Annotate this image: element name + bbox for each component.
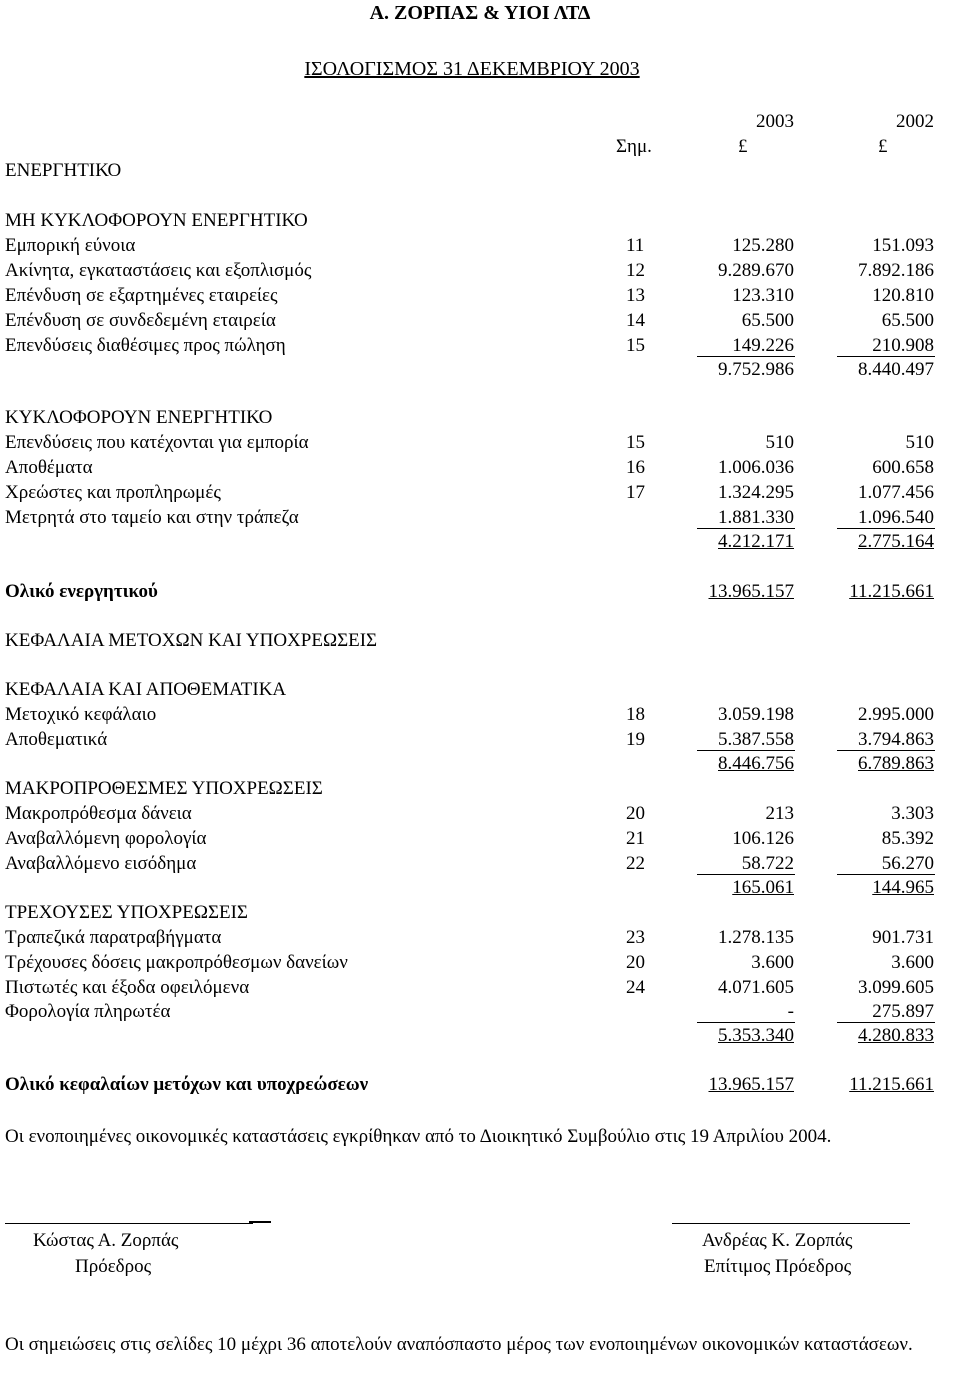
row-value-2003: 125.280 bbox=[732, 235, 794, 256]
approval-paragraph: Οι ενοποιημένες οικονομικές καταστάσεις εγκρίθηκαν από το Διοικητικό Συμβούλιο στις 19 Απριλίου 2004. bbox=[5, 1126, 832, 1147]
subtotal-2003: 9.752.986 bbox=[718, 359, 794, 380]
row-value-2002: 1.096.540 bbox=[858, 507, 934, 528]
row-label: Αποθεματικά bbox=[5, 729, 108, 750]
row-note: 19 bbox=[626, 729, 645, 750]
underline-rule bbox=[697, 1022, 795, 1023]
row-value-2003: 213 bbox=[765, 803, 794, 824]
underline-rule bbox=[837, 750, 935, 751]
row-value-2002: 85.392 bbox=[881, 828, 934, 849]
row-value-2003: 4.071.605 bbox=[718, 977, 794, 998]
row-value-2002: 1.077.456 bbox=[858, 482, 934, 503]
row-value-2003: 5.387.558 bbox=[718, 729, 794, 750]
row-value-2003: - bbox=[787, 1001, 794, 1022]
row-note: 24 bbox=[626, 977, 645, 998]
signatory-role: Επίτιμος Πρόεδρος bbox=[704, 1256, 852, 1277]
row-label: Επενδύσεις διαθέσιμες προς πώληση bbox=[5, 335, 286, 356]
row-value-2002: 2.995.000 bbox=[858, 704, 934, 725]
total-assets-2002: 11.215.661 bbox=[849, 581, 934, 602]
row-value-2002: 3.600 bbox=[891, 952, 934, 973]
row-label: Τραπεζικά παρατραβήγματα bbox=[5, 927, 222, 948]
row-value-2003: 510 bbox=[765, 432, 794, 453]
row-label: Αναβαλλόμενο εισόδημα bbox=[5, 853, 197, 874]
underline-rule bbox=[697, 874, 795, 875]
row-label: Πιστωτές και έξοδα οφειλόμενα bbox=[5, 977, 250, 998]
row-value-2003: 123.310 bbox=[732, 285, 794, 306]
row-value-2003: 3.600 bbox=[751, 952, 794, 973]
row-note: 18 bbox=[626, 704, 645, 725]
subtotal-2002: 2.775.164 bbox=[858, 531, 934, 552]
row-value-2003: 1.324.295 bbox=[718, 482, 794, 503]
row-note: 17 bbox=[626, 482, 645, 503]
row-value-2003: 1.881.330 bbox=[718, 507, 794, 528]
row-value-2002: 901.731 bbox=[872, 927, 934, 948]
row-label: Τρέχουσες δόσεις μακροπρόθεσμων δανείων bbox=[5, 952, 348, 973]
current-liabilities-heading: ΤΡΕΧΟΥΣΕΣ ΥΠΟΧΡΕΩΣΕΙΣ bbox=[5, 902, 248, 923]
row-value-2002: 600.658 bbox=[872, 457, 934, 478]
row-label: Επένδυση σε εξαρτημένες εταιρείες bbox=[5, 285, 278, 306]
row-value-2003: 65.500 bbox=[741, 310, 794, 331]
assets-heading: ΕΝΕΡΓΗΤΙΚΟ bbox=[5, 160, 122, 181]
row-note: 13 bbox=[626, 285, 645, 306]
underline-rule bbox=[837, 874, 935, 875]
row-value-2003: 3.059.198 bbox=[718, 704, 794, 725]
row-value-2002: 65.500 bbox=[881, 310, 934, 331]
signatory-name: Ανδρέας Κ. Ζορπάς bbox=[702, 1230, 853, 1251]
row-label: Αποθέματα bbox=[5, 457, 93, 478]
underline-rule bbox=[697, 528, 795, 529]
long-term-liabilities-heading: ΜΑΚΡΟΠΡΟΘΕΣΜΕΣ ΥΠΟΧΡΕΩΣΕΙΣ bbox=[5, 778, 323, 799]
row-label: Χρεώστες και προπληρωμές bbox=[5, 482, 221, 503]
underline-rule bbox=[837, 356, 935, 357]
currency-2003: £ bbox=[738, 136, 748, 157]
note-column-header: Σημ. bbox=[616, 136, 652, 157]
total-equity-liabilities-2003: 13.965.157 bbox=[708, 1074, 794, 1095]
row-note: 23 bbox=[626, 927, 645, 948]
signature-line bbox=[5, 1223, 253, 1224]
row-label: Εμπορική εύνοια bbox=[5, 235, 136, 256]
row-value-2002: 3.099.605 bbox=[858, 977, 934, 998]
row-label: Επενδύσεις που κατέχονται για εμπορία bbox=[5, 432, 309, 453]
underline-rule bbox=[837, 528, 935, 529]
row-value-2002: 3.794.863 bbox=[858, 729, 934, 750]
subtotal-2002: 6.789.863 bbox=[858, 753, 934, 774]
row-note: 12 bbox=[626, 260, 645, 281]
row-value-2003: 1.006.036 bbox=[718, 457, 794, 478]
row-value-2002: 275.897 bbox=[872, 1001, 934, 1022]
row-note: 16 bbox=[626, 457, 645, 478]
row-value-2002: 3.303 bbox=[891, 803, 934, 824]
underline-rule bbox=[837, 1022, 935, 1023]
subtotal-2002: 8.440.497 bbox=[858, 359, 934, 380]
row-note: 11 bbox=[626, 235, 645, 256]
subtotal-2003: 8.446.756 bbox=[718, 753, 794, 774]
non-current-assets-heading: ΜΗ ΚΥΚΛΟΦΟΡΟΥΝ ΕΝΕΡΓΗΤΙΚΟ bbox=[5, 210, 308, 231]
footer-note: Οι σημειώσεις στις σελίδες 10 μέχρι 36 αποτελούν αναπόσπαστο μέρος των ενοποιημένων οικονομικών καταστάσεων. bbox=[5, 1334, 913, 1355]
row-label: Επένδυση σε συνδεδεμένη εταιρεία bbox=[5, 310, 276, 331]
row-note: 15 bbox=[626, 432, 645, 453]
row-note: 15 bbox=[626, 335, 645, 356]
subtotal-2002: 144.965 bbox=[872, 877, 934, 898]
company-name: Α. ΖΟΡΠΑΣ & ΥΙΟΙ ΛΤΔ bbox=[369, 2, 591, 24]
row-note: 20 bbox=[626, 803, 645, 824]
total-equity-liabilities-label: Ολικό κεφαλαίων μετόχων και υποχρεώσεων bbox=[5, 1074, 369, 1095]
signatory-name: Κώστας Α. Ζορπάς bbox=[33, 1230, 179, 1251]
row-label: Μετρητά στο ταμείο και στην τράπεζα bbox=[5, 507, 299, 528]
row-note: 14 bbox=[626, 310, 645, 331]
total-equity-liabilities-2002: 11.215.661 bbox=[849, 1074, 934, 1095]
row-value-2002: 151.093 bbox=[872, 235, 934, 256]
subtotal-2003: 165.061 bbox=[732, 877, 794, 898]
subtotal-2003: 4.212.171 bbox=[718, 531, 794, 552]
current-assets-heading: ΚΥΚΛΟΦΟΡΟΥΝ ΕΝΕΡΓΗΤΙΚΟ bbox=[5, 407, 273, 428]
row-value-2002: 120.810 bbox=[872, 285, 934, 306]
row-value-2002: 7.892.186 bbox=[858, 260, 934, 281]
signatory-role: Πρόεδρος bbox=[75, 1256, 152, 1277]
row-note: 20 bbox=[626, 952, 645, 973]
row-label: Αναβαλλόμενη φορολογία bbox=[5, 828, 207, 849]
equity-heading: ΚΕΦΑΛΑΙΑ ΚΑΙ ΑΠΟΘΕΜΑΤΙΚΑ bbox=[5, 679, 287, 700]
row-note: 22 bbox=[626, 853, 645, 874]
year-2002-header: 2002 bbox=[896, 111, 934, 132]
row-value-2003: 106.126 bbox=[732, 828, 794, 849]
row-value-2002: 510 bbox=[905, 432, 934, 453]
currency-2002: £ bbox=[878, 136, 888, 157]
row-value-2002: 56.270 bbox=[881, 853, 934, 874]
row-value-2003: 149.226 bbox=[732, 335, 794, 356]
year-2003-header: 2003 bbox=[756, 111, 794, 132]
subtotal-2003: 5.353.340 bbox=[718, 1025, 794, 1046]
statement-title: ΙΣΟΛΟΓΙΣΜΟΣ 31 ΔΕΚΕΜΒΡΙΟΥ 2003 bbox=[304, 58, 640, 80]
row-label: Μετοχικό κεφάλαιο bbox=[5, 704, 157, 725]
row-label: Ακίνητα, εγκαταστάσεις και εξοπλισμός bbox=[5, 260, 312, 281]
underline-rule bbox=[697, 750, 795, 751]
row-value-2003: 58.722 bbox=[741, 853, 794, 874]
row-label: Μακροπρόθεσμα δάνεια bbox=[5, 803, 192, 824]
underline-rule bbox=[697, 356, 795, 357]
total-assets-label: Ολικό ενεργητικού bbox=[5, 581, 158, 602]
signature-line bbox=[672, 1223, 910, 1224]
row-value-2003: 1.278.135 bbox=[718, 927, 794, 948]
signature-line bbox=[249, 1221, 271, 1223]
subtotal-2002: 4.280.833 bbox=[858, 1025, 934, 1046]
row-value-2003: 9.289.670 bbox=[718, 260, 794, 281]
equity-liabilities-heading: ΚΕΦΑΛΑΙΑ ΜΕΤΟΧΩΝ ΚΑΙ ΥΠΟΧΡΕΩΣΕΙΣ bbox=[5, 630, 378, 651]
total-assets-2003: 13.965.157 bbox=[708, 581, 794, 602]
row-label: Φορολογία πληρωτέα bbox=[5, 1001, 171, 1022]
row-note: 21 bbox=[626, 828, 645, 849]
row-value-2002: 210.908 bbox=[872, 335, 934, 356]
